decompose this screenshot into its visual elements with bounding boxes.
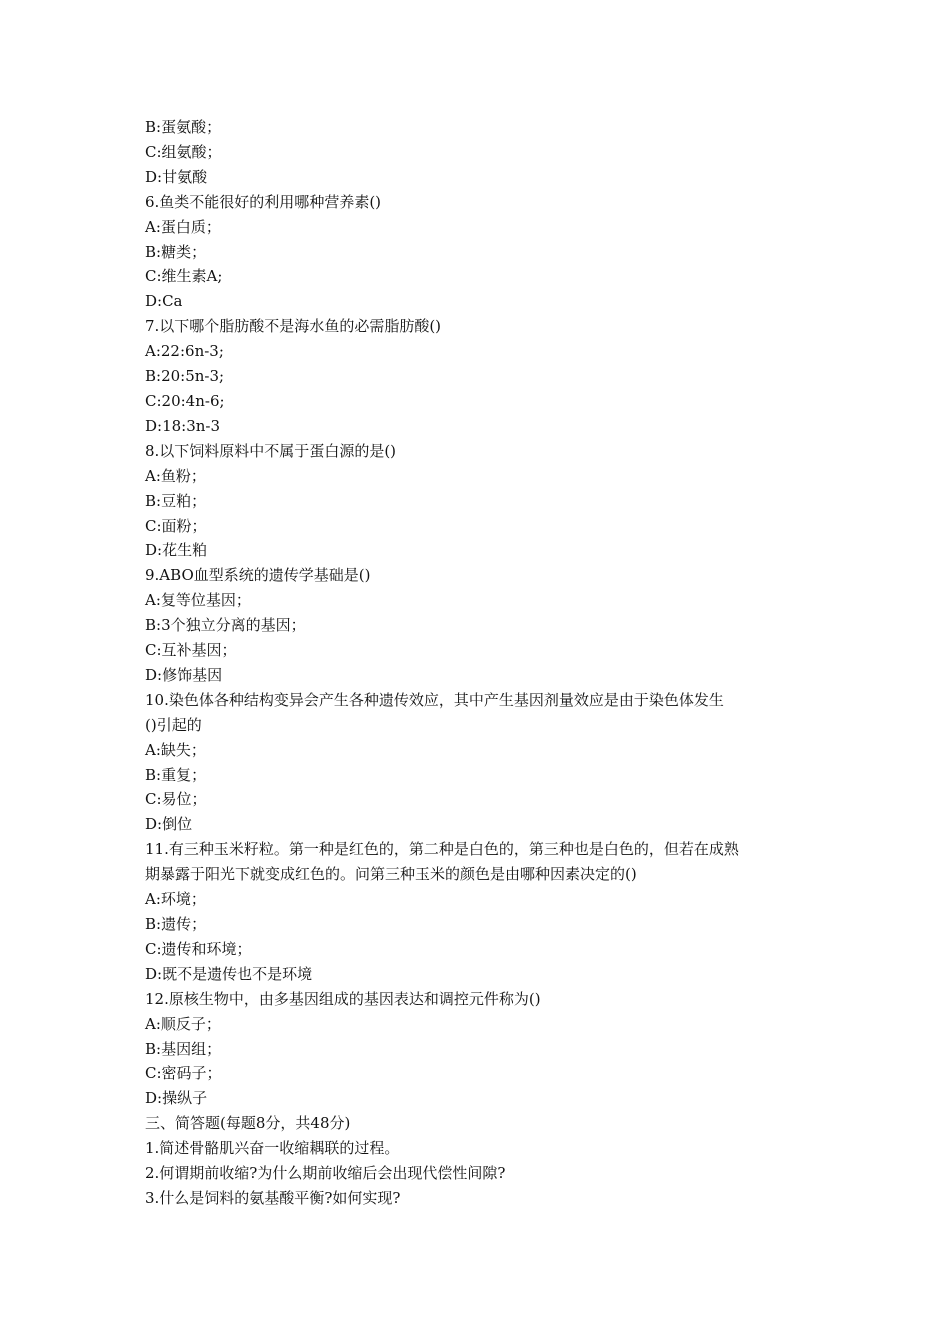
option-line: C:密码子； [145,1064,222,1083]
option-line: C:组氨酸； [145,142,222,161]
option-line: B:3个独立分离的基因； [145,616,306,635]
question-9: 9.ABO血型系统的遗传学基础是() [145,566,371,585]
option-line: A:鱼粉； [145,466,206,485]
option-line: A:缺失； [145,740,206,759]
question-7: 7.以下哪个脂肪酸不是海水鱼的必需脂肪酸() [145,317,442,336]
question-6: 6.鱼类不能很好的利用哪种营养素() [145,192,382,211]
question-8: 8.以下饲料原料中不属于蛋白源的是() [145,441,397,460]
option-line: A:环境； [145,890,206,909]
document-page [145,115,825,1211]
option-line: C:面粉； [145,516,207,535]
question-11-line-2: 期暴露于阳光下就变成红色的。问第三种玉米的颜色是由哪种因素决定的() [145,865,637,884]
question-10-line-1: 10.染色体各种结构变异会产生各种遗传效应，其中产生基因剂量效应是由于染色体发生 [145,690,724,709]
option-line: D:既不是遗传也不是环境 [145,964,313,983]
option-line: B:豆粕； [145,491,207,510]
option-line: B:蛋氨酸； [145,118,222,136]
option-line: D:甘氨酸 [145,167,208,186]
option-line: A:22:6n-3; [145,342,224,361]
option-line: B:遗传； [145,915,207,933]
option-line: D:18:3n-3 [145,416,221,435]
option-line: A:顺反子； [145,1014,221,1033]
option-line: D:修饰基因 [145,665,223,684]
option-line: D:倒位 [145,815,193,834]
option-line: A:复等位基因； [145,591,251,610]
question-10-line-2: ()引起的 [145,715,202,734]
option-line: C:20:4n-6; [145,391,225,410]
section-heading: 三、简答题(每题8分，共48分) [145,1114,351,1133]
short-answer-question: 3.什么是饲料的氨基酸平衡?如何实现? [145,1188,401,1207]
short-answer-question: 2.何谓期前收缩?为什么期前收缩后会出现代偿性间隙? [145,1164,506,1183]
short-answer-question: 1.简述骨骼肌兴奋一收缩耦联的过程。 [145,1139,400,1158]
option-line: B:糖类； [145,242,207,261]
option-line: B:基因组； [145,1039,222,1058]
question-11-line-1: 11.有三种玉米籽粒。第一种是红色的，第二种是白色的，第三种也是白色的，但若在成熟 [145,840,739,859]
option-line: A:蛋白质； [145,217,221,236]
option-line: C:遗传和环境； [145,939,252,958]
option-line: C:易位； [145,790,207,809]
option-line: D:Ca [145,292,183,311]
option-line: B:20:5n-3; [145,367,225,386]
option-line: C:互补基因； [145,641,237,660]
question-12: 12.原核生物中，由多基因组成的基因表达和调控元件称为() [145,989,541,1008]
option-line: D:花生粕 [145,541,208,560]
option-line: C:维生素A; [145,267,223,286]
option-line: B:重复； [145,765,207,784]
option-line: D:操纵子 [145,1089,208,1108]
